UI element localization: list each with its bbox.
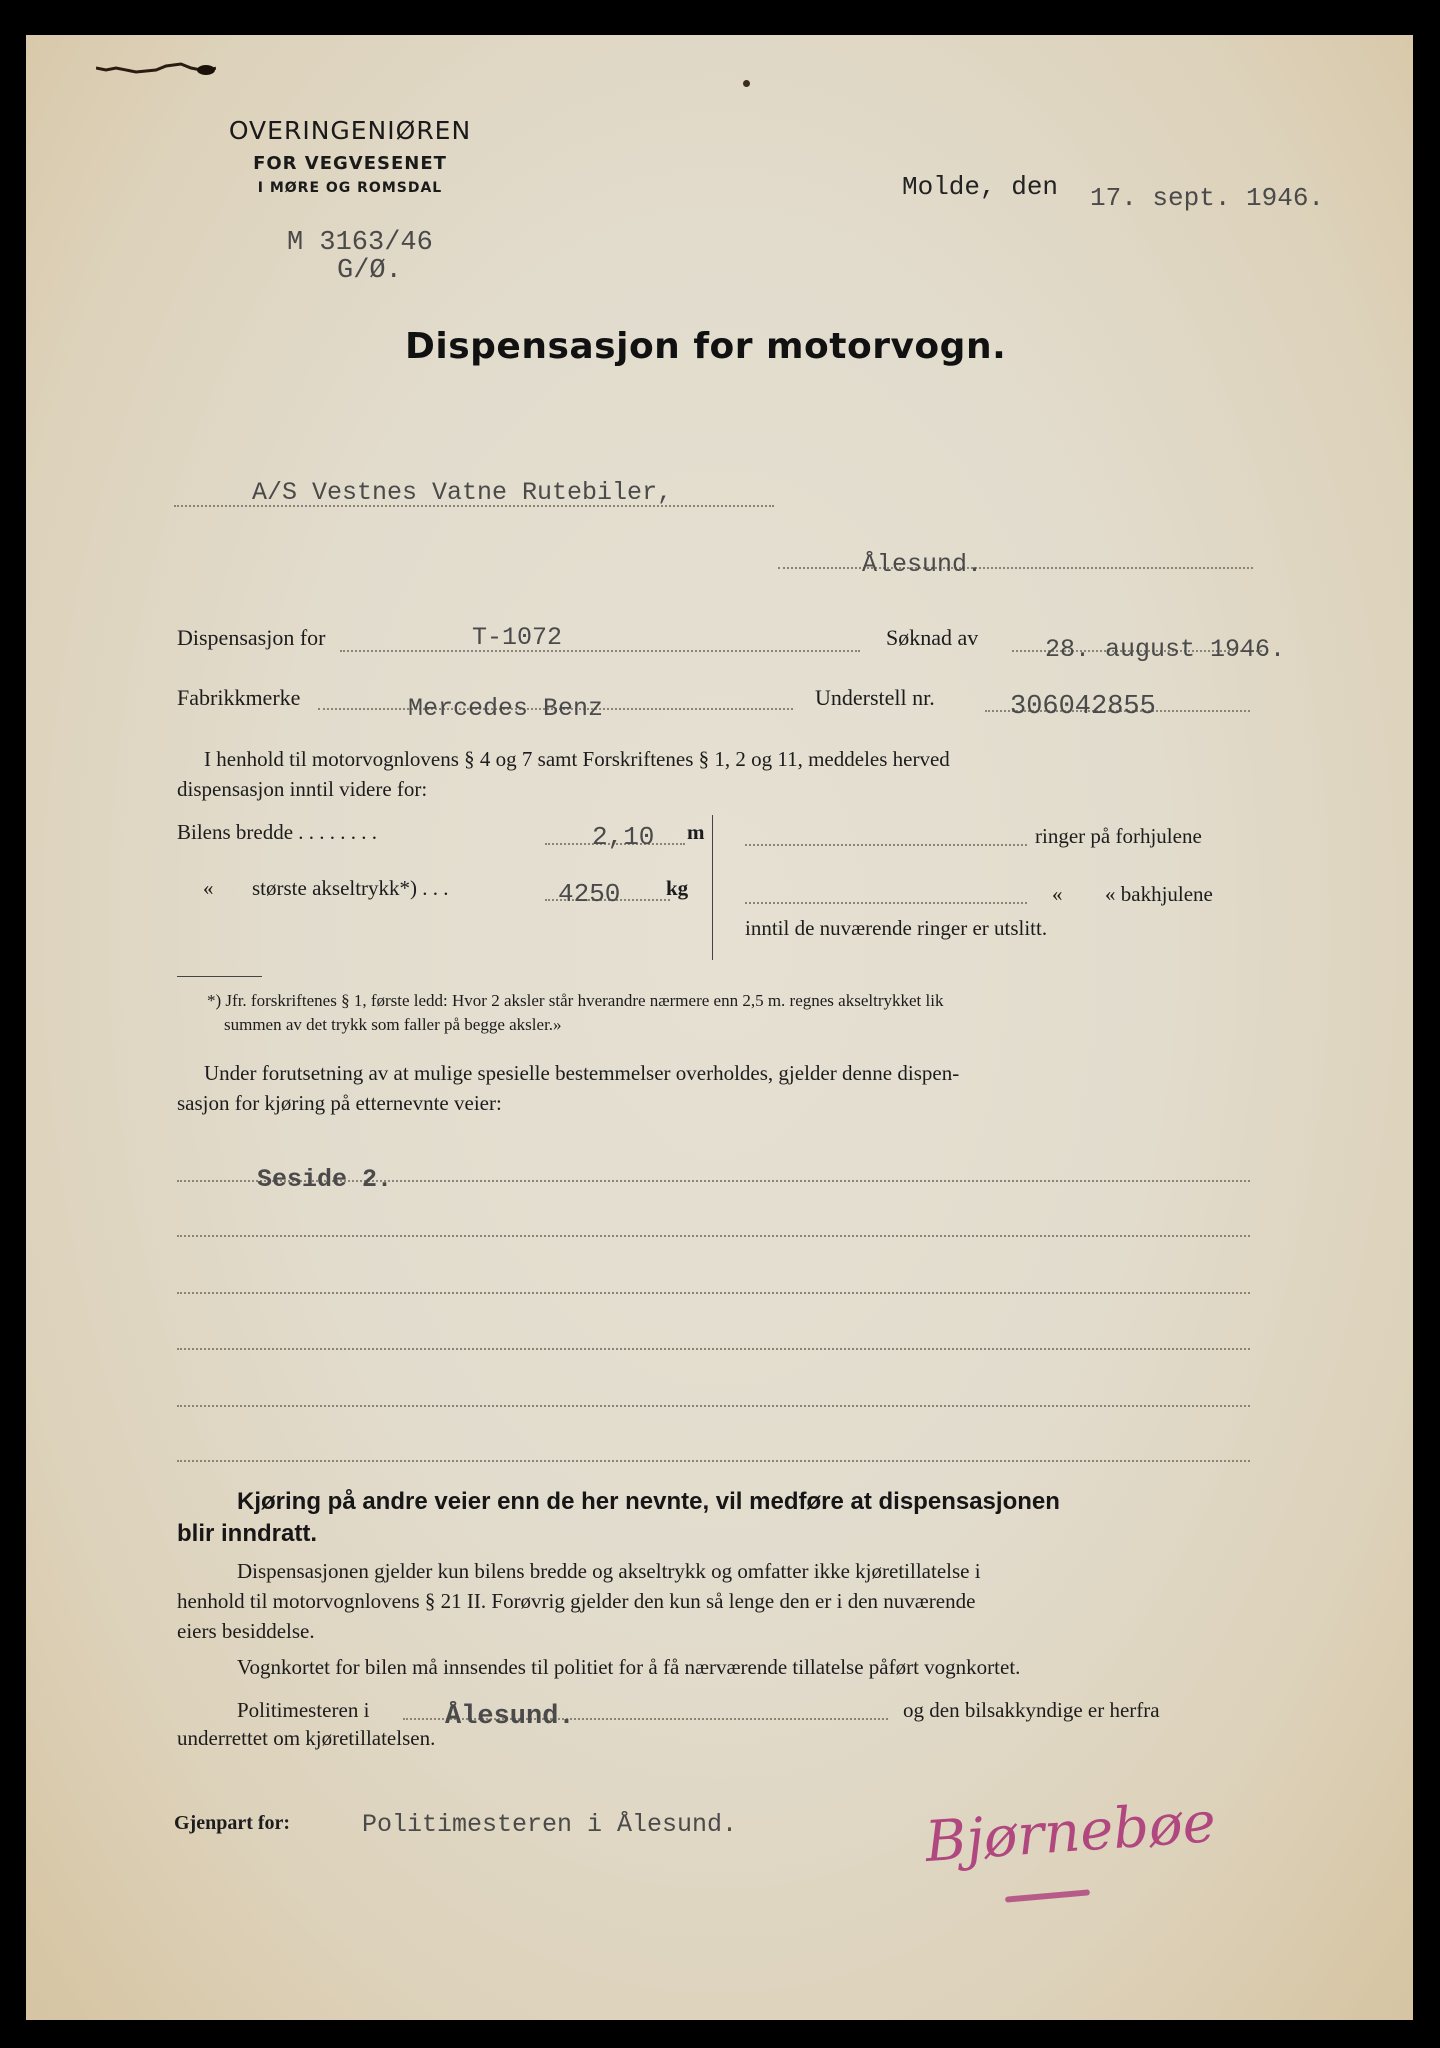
ringer-note: inntil de nuværende ringer er utslitt. (745, 916, 1048, 940)
recipient-city: Ålesund. (862, 550, 983, 579)
aksel-quote: « (203, 876, 214, 900)
police-line-2: underrettet om kjøretillatelsen. (177, 1726, 436, 1750)
copy-label: Gjenpart for: (174, 1812, 291, 1834)
road-line-2 (177, 1235, 1250, 1237)
road-entry-1: Seside 2. (257, 1165, 393, 1194)
letterhead-title: OVERINGENIØREN (228, 116, 472, 145)
roads-intro-line-2: sasjon for kjøring på etternevnte veier: (177, 1091, 502, 1115)
ringer-bak-label: « bakhjulene (1105, 882, 1213, 906)
aksel-label: største akseltrykk*) . . . (252, 876, 449, 900)
fabrikkmerke-label: Fabrikkmerke (177, 685, 301, 710)
footnote-line-2: summen av det trykk som faller på begge aksler.» (224, 1015, 562, 1034)
road-line-3 (177, 1292, 1250, 1294)
understell-value: 306042855 (1010, 692, 1156, 722)
reference-number: M 3163/46 (287, 228, 433, 258)
reference-initials: G/Ø. (337, 256, 402, 286)
understell-label: Understell nr. (815, 685, 935, 710)
document-title: Dispensasjon for motorvogn. (405, 326, 1007, 367)
police-label: Politimesteren i (237, 1698, 370, 1722)
paper-tear-mark (96, 62, 216, 80)
intro-line-1: I henhold til motorvognlovens § 4 og 7 samt Forskriftenes § 1, 2 og 11, meddeles herved (204, 747, 950, 771)
signature: Bjørnebøe (923, 1789, 1218, 1876)
road-line-5 (177, 1405, 1250, 1407)
intro-line-2: dispensasjon inntil videre for: (177, 777, 428, 801)
copy-value: Politimesteren i Ålesund. (362, 1810, 738, 1839)
warning-line-2: blir inndratt. (177, 1520, 317, 1547)
vognkort-paragraph: Vognkortet for bilen må innsendes til politiet for å få nærværende tillatelse påført vognkortet. (237, 1655, 1021, 1679)
road-line-4 (177, 1348, 1250, 1350)
police-value: Ålesund. (445, 1702, 575, 1732)
validity-line-3: eiers besiddelse. (177, 1619, 315, 1643)
ringer-for-line (745, 844, 1027, 846)
warning-line-1: Kjøring på andre veier enn de her nevnte, vil medføre at dispensasjonen (237, 1488, 1060, 1515)
city-line (778, 567, 1253, 569)
police-rest: og den bilsakkyndige er herfra (903, 1698, 1160, 1722)
bredde-value: 2,10 (592, 822, 655, 852)
validity-line-1: Dispensasjonen gjelder kun bilens bredde og akseltrykk og omfatter ikke kjøretillatelse i (237, 1559, 981, 1583)
ringer-bak-quote: « (1052, 882, 1063, 906)
document-date: 17. sept. 1946. (1090, 183, 1325, 213)
letterhead-region: I MØRE OG ROMSDAL (257, 180, 443, 196)
fabrikkmerke-value: Mercedes Benz (408, 694, 604, 723)
ringer-bak-line (745, 902, 1027, 904)
dispensasjon-for-label: Dispensasjon for (177, 625, 326, 650)
soknad-av-label: Søknad av (886, 625, 979, 650)
footnote-rule (177, 976, 262, 977)
bredde-unit: m (687, 820, 705, 844)
validity-line-2: henhold til motorvognlovens § 21 II. Forøvrig gjelder den kun så lenge den er i den nuværende (177, 1589, 976, 1613)
ringer-for-label: ringer på forhjulene (1035, 824, 1202, 848)
roads-intro-line-1: Under forutsetning av at mulige spesielle bestemmelser overholdes, gjelder denne dispen- (204, 1061, 960, 1085)
date-place-label: Molde, den (902, 172, 1059, 202)
bredde-label: Bilens bredde . . . . . . . . (177, 820, 378, 844)
dispensasjon-for-line (340, 650, 860, 652)
recipient-name: A/S Vestnes Vatne Rutebiler, (252, 478, 673, 507)
road-line-6 (177, 1460, 1250, 1462)
soknad-av-value: 28. august 1946. (1045, 635, 1286, 664)
spec-column-divider (712, 815, 713, 960)
ink-dot (743, 80, 750, 87)
letterhead-subtitle: FOR VEGVESENET (253, 153, 447, 174)
aksel-value: 4250 (558, 879, 621, 909)
aksel-unit: kg (666, 876, 689, 900)
footnote-line-1: *) Jfr. forskriftenes § 1, første ledd: Hvor 2 aksler står hverandre nærmere enn 2,5 m. regnes akseltrykket lik (207, 991, 944, 1010)
dispensasjon-for-value: T-1072 (472, 623, 563, 652)
